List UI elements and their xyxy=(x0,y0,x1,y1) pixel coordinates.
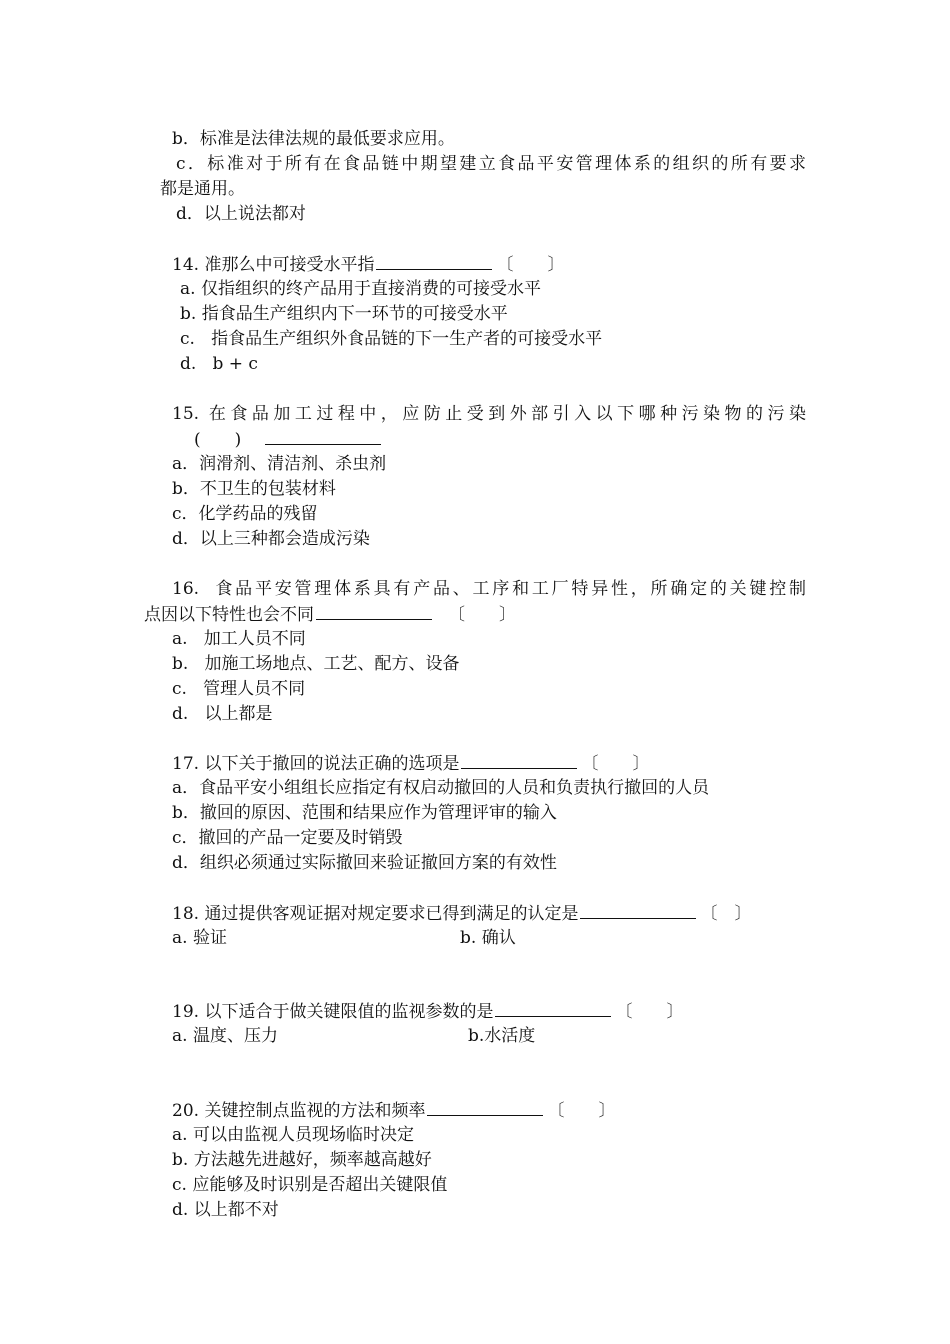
q19-stem: 19. 以下适合于做关键限值的监视参数的是 xyxy=(172,1002,494,1022)
q17-answer-blank[interactable] xyxy=(461,752,577,769)
q20-option-a: a. 可以由监视人员现场临时决定 xyxy=(172,1125,414,1145)
q20-option-d: d. 以上都不对 xyxy=(172,1200,279,1220)
q14-stem: 14. 准那么中可接受水平指 xyxy=(172,255,375,275)
q13-option-c-line1: c．标准对于所有在食品链中期望建立食品平安管理体系的组织的所有要求 xyxy=(176,154,806,174)
q15-stem: 15. 在食品加工过程中，应防止受到外部引入以下哪种污染物的污染 xyxy=(172,404,806,424)
q20-stem: 20. 关键控制点监视的方法和频率 xyxy=(172,1101,426,1121)
q17-option-b: b．撤回的原因、范围和结果应作为管理评审的输入 xyxy=(172,803,557,823)
q18-option-b: b. 确认 xyxy=(460,928,516,948)
q15-answer-line xyxy=(194,428,385,451)
q19-option-a: a. 温度、压力 xyxy=(172,1026,278,1046)
q18-answer-blank[interactable] xyxy=(580,902,696,919)
q16-option-c: c. 管理人员不同 xyxy=(172,679,306,699)
q20-question xyxy=(172,1099,615,1122)
q19-answer-paren: 〔 〕 xyxy=(615,1002,684,1022)
q18-stem: 18. 通过提供客观证据对规定要求已得到满足的认定是 xyxy=(172,904,579,924)
q20-option-b: b. 方法越先进越好，频率越高越好 xyxy=(172,1150,432,1170)
q15-option-d: d．以上三种都会造成污染 xyxy=(172,529,370,549)
q17-answer-paren: 〔 〕 xyxy=(581,754,650,774)
q16-stem-line2-row xyxy=(144,603,516,626)
q20-answer-paren: 〔 〕 xyxy=(547,1101,616,1121)
q16-option-b: b. 加施工场地点、工艺、配方、设备 xyxy=(172,654,460,674)
q16-answer-paren: 〔 〕 xyxy=(448,605,516,625)
q17-stem: 17. 以下关于撤回的说法正确的选项是 xyxy=(172,754,460,774)
q17-option-d: d．组织必须通过实际撤回来验证撤回方案的有效性 xyxy=(172,853,557,873)
q15-answer-blank[interactable] xyxy=(265,428,381,445)
q20-answer-blank[interactable] xyxy=(427,1099,543,1116)
q16-answer-blank[interactable] xyxy=(316,603,432,620)
q18-answer-paren: 〔 〕 xyxy=(700,904,752,924)
q16-stem-line1: 16. 食品平安管理体系具有产品、工序和工厂特异性，所确定的关键控制 xyxy=(172,579,806,599)
q15-option-c: c．化学药品的残留 xyxy=(172,504,318,524)
q16-stem-line2: 点因以下特性也会不同 xyxy=(144,605,314,625)
q18-question xyxy=(172,902,751,925)
q14-answer-paren: 〔 〕 xyxy=(496,255,565,275)
q16-option-a: a. 加工人员不同 xyxy=(172,629,306,649)
q19-answer-blank[interactable] xyxy=(495,1000,611,1017)
q13-option-d: d．以上说法都对 xyxy=(176,204,306,224)
q14-answer-blank[interactable] xyxy=(376,253,492,270)
q19-question xyxy=(172,1000,683,1023)
q19-option-b: b.水活度 xyxy=(468,1026,536,1046)
q14-option-b: b. 指食品生产组织内下一环节的可接受水平 xyxy=(180,304,508,324)
q14-option-c: c. 指食品生产组织外食品链的下一生产者的可接受水平 xyxy=(180,329,603,349)
q13-option-c-line2: 都是通用。 xyxy=(160,179,245,199)
q15-option-a: a．润滑剂、清洁剂、杀虫剂 xyxy=(172,454,387,474)
q14-question xyxy=(172,253,564,276)
q14-option-d: d. b + c xyxy=(180,354,258,374)
q14-option-a: a. 仅指组织的终产品用于直接消费的可接受水平 xyxy=(180,279,541,299)
q18-option-a: a. 验证 xyxy=(172,928,227,948)
q17-option-a: a．食品平安小组组长应指定有权启动撤回的人员和负责执行撤回的人员 xyxy=(172,778,710,798)
q16-option-d: d. 以上都是 xyxy=(172,704,273,724)
q13-option-b: b．标准是法律法规的最低要求应用。 xyxy=(172,129,455,149)
q17-option-c: c．撤回的产品一定要及时销毁 xyxy=(172,828,403,848)
q15-answer-paren: ( ) xyxy=(194,430,242,450)
q20-option-c: c. 应能够及时识别是否超出关键限值 xyxy=(172,1175,448,1195)
q15-option-b: b．不卫生的包装材料 xyxy=(172,479,336,499)
q17-question xyxy=(172,752,649,775)
